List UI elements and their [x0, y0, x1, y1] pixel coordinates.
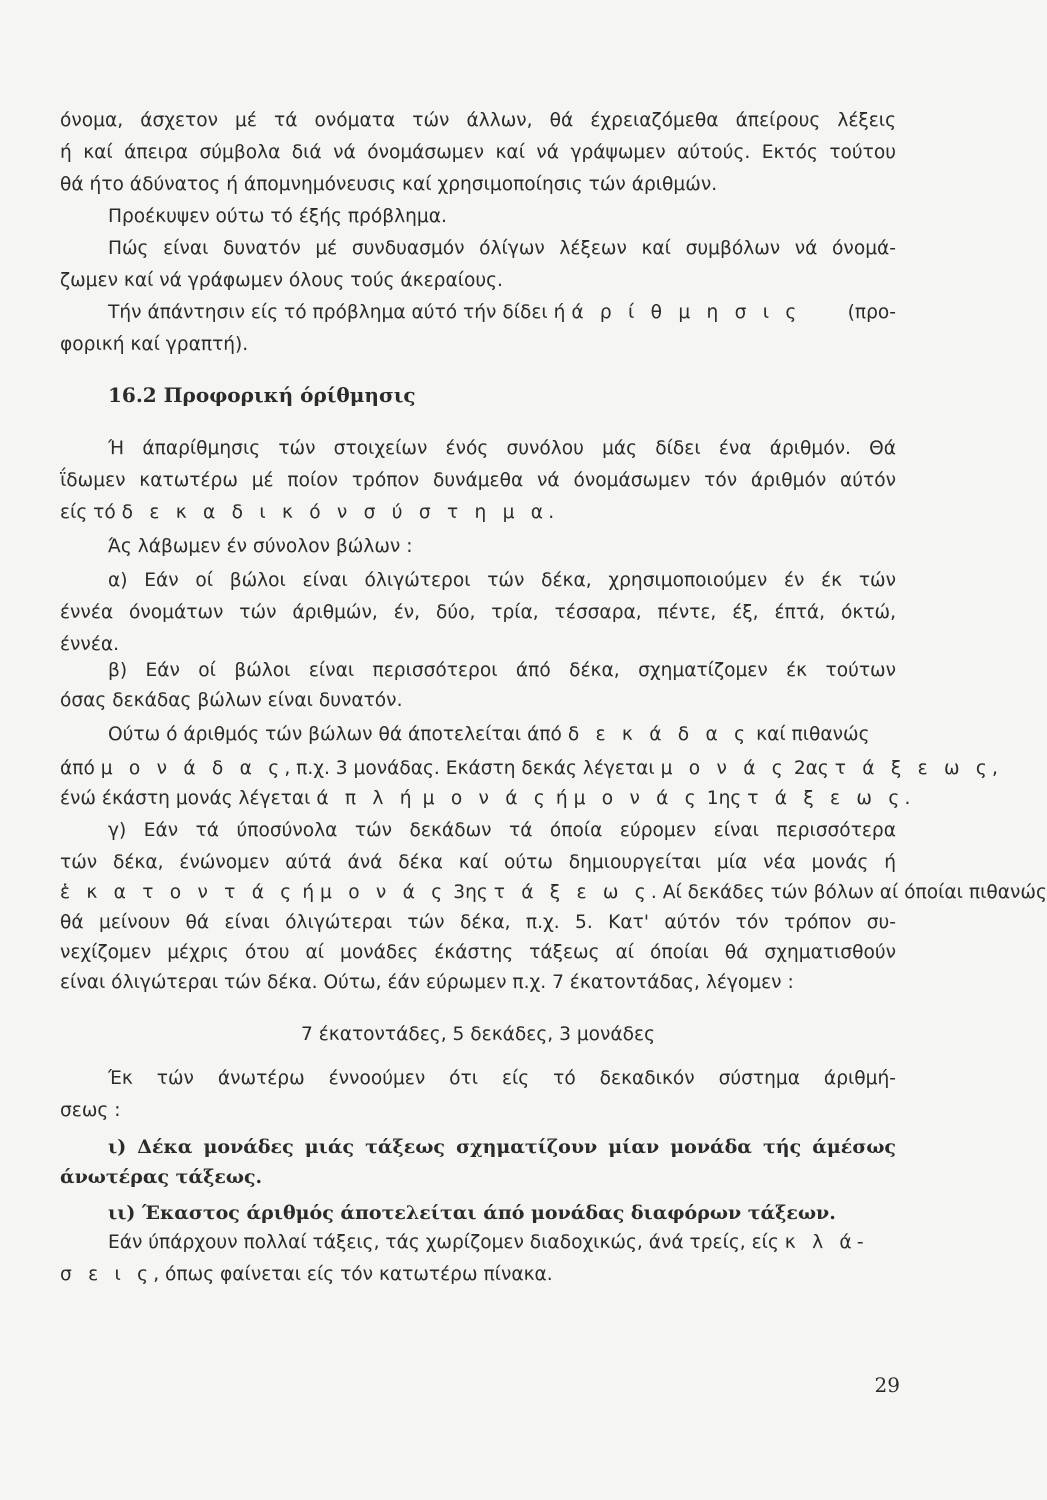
spaced-term: μ ο ν ά ς: [422, 788, 550, 809]
text-line: [60, 786, 916, 812]
spaced-term: κ λ ά-: [784, 1232, 869, 1253]
text-line: όνομα, άσχετον μέ τά ονόματα τών άλλων, θά έχρειαζόμεθα άπείρους λέξεις: [60, 110, 896, 131]
text-line: έννέα όνομάτων τών άριθμών, έν, δύο, τρία, τέσσαρα, πέντε, έξ, έπτά, όκτώ,: [60, 602, 896, 623]
text-span: 1ης: [706, 788, 742, 809]
centered-formula: 7 έκατοντάδες, 5 δεκάδες, 3 μονάδες: [300, 1024, 656, 1045]
text-line: Άς λάβωμεν έν σύνολον βώλων :: [108, 536, 413, 557]
text-line: τών δέκα, ένώνομεν αύτά άνά δέκα καί ούτω δημιουργείται μία νέα μονάς ή: [60, 852, 896, 873]
text-line: [60, 1262, 896, 1288]
text-span: Τήν άπάντησιν είς τό πρόβλημα αύτό τήν δίδει ή: [108, 302, 566, 323]
spaced-term: τ ά ξ ε ω ς,: [834, 758, 1004, 779]
spaced-term: μ ο ν ά ς: [573, 788, 701, 809]
text-line: είναι όλιγώτεραι τών δέκα. Ούτω, έάν εύρωμεν π.χ. 7 έκατοντάδας, λέγομεν :: [60, 972, 794, 993]
text-span: Εάν ύπάρχουν πολλαί τάξεις, τάς χωρίζομεν διαδοχικώς, άνά τρείς, είς: [108, 1232, 779, 1253]
text-span: ή: [302, 882, 315, 903]
spaced-term: δ ε κ ά δ α ς: [567, 724, 751, 745]
text-line: νεχίζομεν μέχρις ότου αί μονάδες έκάστης τάξεως αί όποίαι θά σχηματισθούν: [60, 942, 896, 963]
text-span: ή: [555, 788, 568, 809]
text-line: γ) Εάν τά ύποσύνολα τών δεκάδων τά όποία εύρομεν είναι περισσότερα: [108, 820, 896, 841]
spaced-term: τ ά ξ ε ω ς.: [747, 788, 916, 809]
text-span: άπό: [60, 758, 95, 779]
text-span: ένώ έκάστη μονάς λέγεται: [60, 788, 311, 809]
text-line: φορική καί γραπτή).: [60, 334, 249, 355]
text-span: είς τό: [60, 502, 116, 523]
text-line: όσας δεκάδας βώλων είναι δυνατόν.: [60, 690, 403, 711]
spaced-term: μ ο ν ά ς: [660, 758, 788, 779]
text-line: έννέα.: [60, 634, 120, 655]
text-line: θά ήτο άδύνατος ή άπομνημόνευσις καί χρησιμοποίησις τών άριθμών.: [60, 174, 718, 195]
text-span: 3ης: [453, 882, 488, 903]
rule-item: ιι) Έκαστος άριθμός άποτελείται άπό μονάδας διαφόρων τάξεων.: [108, 1202, 836, 1224]
spaced-term: τ ά ξ ε ω ς: [493, 882, 651, 903]
text-line: [60, 756, 1004, 782]
rule-item: ι) Δέκα μονάδες μιάς τάξεως σχηματίζουν μίαν μονάδα τής άμέσως: [108, 1136, 896, 1158]
text-line: [108, 722, 896, 748]
text-line: Ή άπαρίθμησις τών στοιχείων ένός συνόλου μάς δίδει ένα άριθμόν. Θά: [108, 438, 896, 459]
text-line: ΐδωμεν κατωτέρω μέ ποίον τρόπον δυνάμεθα νά όνομάσωμεν τόν άριθμόν αύτόν: [60, 470, 896, 491]
text-span: 2ας: [793, 758, 829, 779]
text-line: [60, 880, 1047, 906]
spaced-term: ά ρ ί θ μ η σ ι ς: [571, 302, 802, 323]
section-heading: 16.2 Προφορική όρίθμησις: [108, 383, 416, 407]
spaced-term: ά π λ ή: [316, 788, 417, 809]
text-span: , όπως φαίνεται είς τόν κατωτέρω πίνακα.: [153, 1264, 553, 1285]
text-line: θά μείνουν θά είναι όλιγώτεραι τών δέκα, π.χ. 5. Κατ' αύτόν τόν τρόπον συ-: [60, 912, 896, 933]
text-line: β) Εάν οί βώλοι είναι περισσότεροι άπό δέκα, σχηματίζομεν έκ τούτων: [108, 660, 896, 681]
text-span: . Αί δεκάδες τών βόλων αί όποίαι πιθανώς: [650, 882, 1047, 903]
text-span: (προ-: [847, 302, 896, 323]
page-number: 29: [874, 1373, 900, 1397]
spaced-term: μ ο ν ά δ α ς: [100, 758, 285, 779]
text-line: Προέκυψεν ούτω τό έξής πρόβλημα.: [108, 206, 447, 227]
text-line: [108, 1230, 896, 1256]
text-line: [60, 500, 896, 526]
text-line: Πώς είναι δυνατόν μέ συνδυασμόν όλίγων λέξεων καί συμβόλων νά όνομά-: [108, 238, 896, 259]
text-line: ή καί άπειρα σύμβολα διά νά όνομάσωμεν καί νά γράψωμεν αύτούς. Εκτός τούτου: [60, 142, 896, 163]
text-span: , π.χ. 3 μονάδας. Εκάστη δεκάς λέγεται: [284, 758, 655, 779]
text-line: α) Εάν οί βώλοι είναι όλιγώτεροι τών δέκα, χρησιμοποιούμεν έν έκ τών: [108, 570, 896, 591]
spaced-term: δ ε κ α δ ι κ ό ν σ ύ σ τ η μ α.: [121, 502, 560, 523]
text-line: σεως :: [60, 1100, 121, 1121]
text-span: Ούτω ό άριθμός τών βώλων θά άποτελείται άπό: [108, 724, 562, 745]
spaced-term: μ ο ν ά ς: [320, 882, 448, 903]
spaced-term: σ ε ι ς: [60, 1264, 154, 1285]
text-line: Έκ τών άνωτέρω έννοούμεν ότι είς τό δεκαδικόν σύστημα άριθμή-: [108, 1068, 896, 1089]
spaced-term: ἑ κ α τ ο ν τ ά ς: [60, 882, 297, 903]
text-span: καί πιθανώς: [756, 724, 870, 745]
text-line: ζωμεν καί νά γράφωμεν όλους τούς άκεραίους.: [60, 270, 503, 291]
text-line: [108, 300, 896, 326]
rule-item-cont: άνωτέρας τάξεως.: [60, 1166, 263, 1188]
